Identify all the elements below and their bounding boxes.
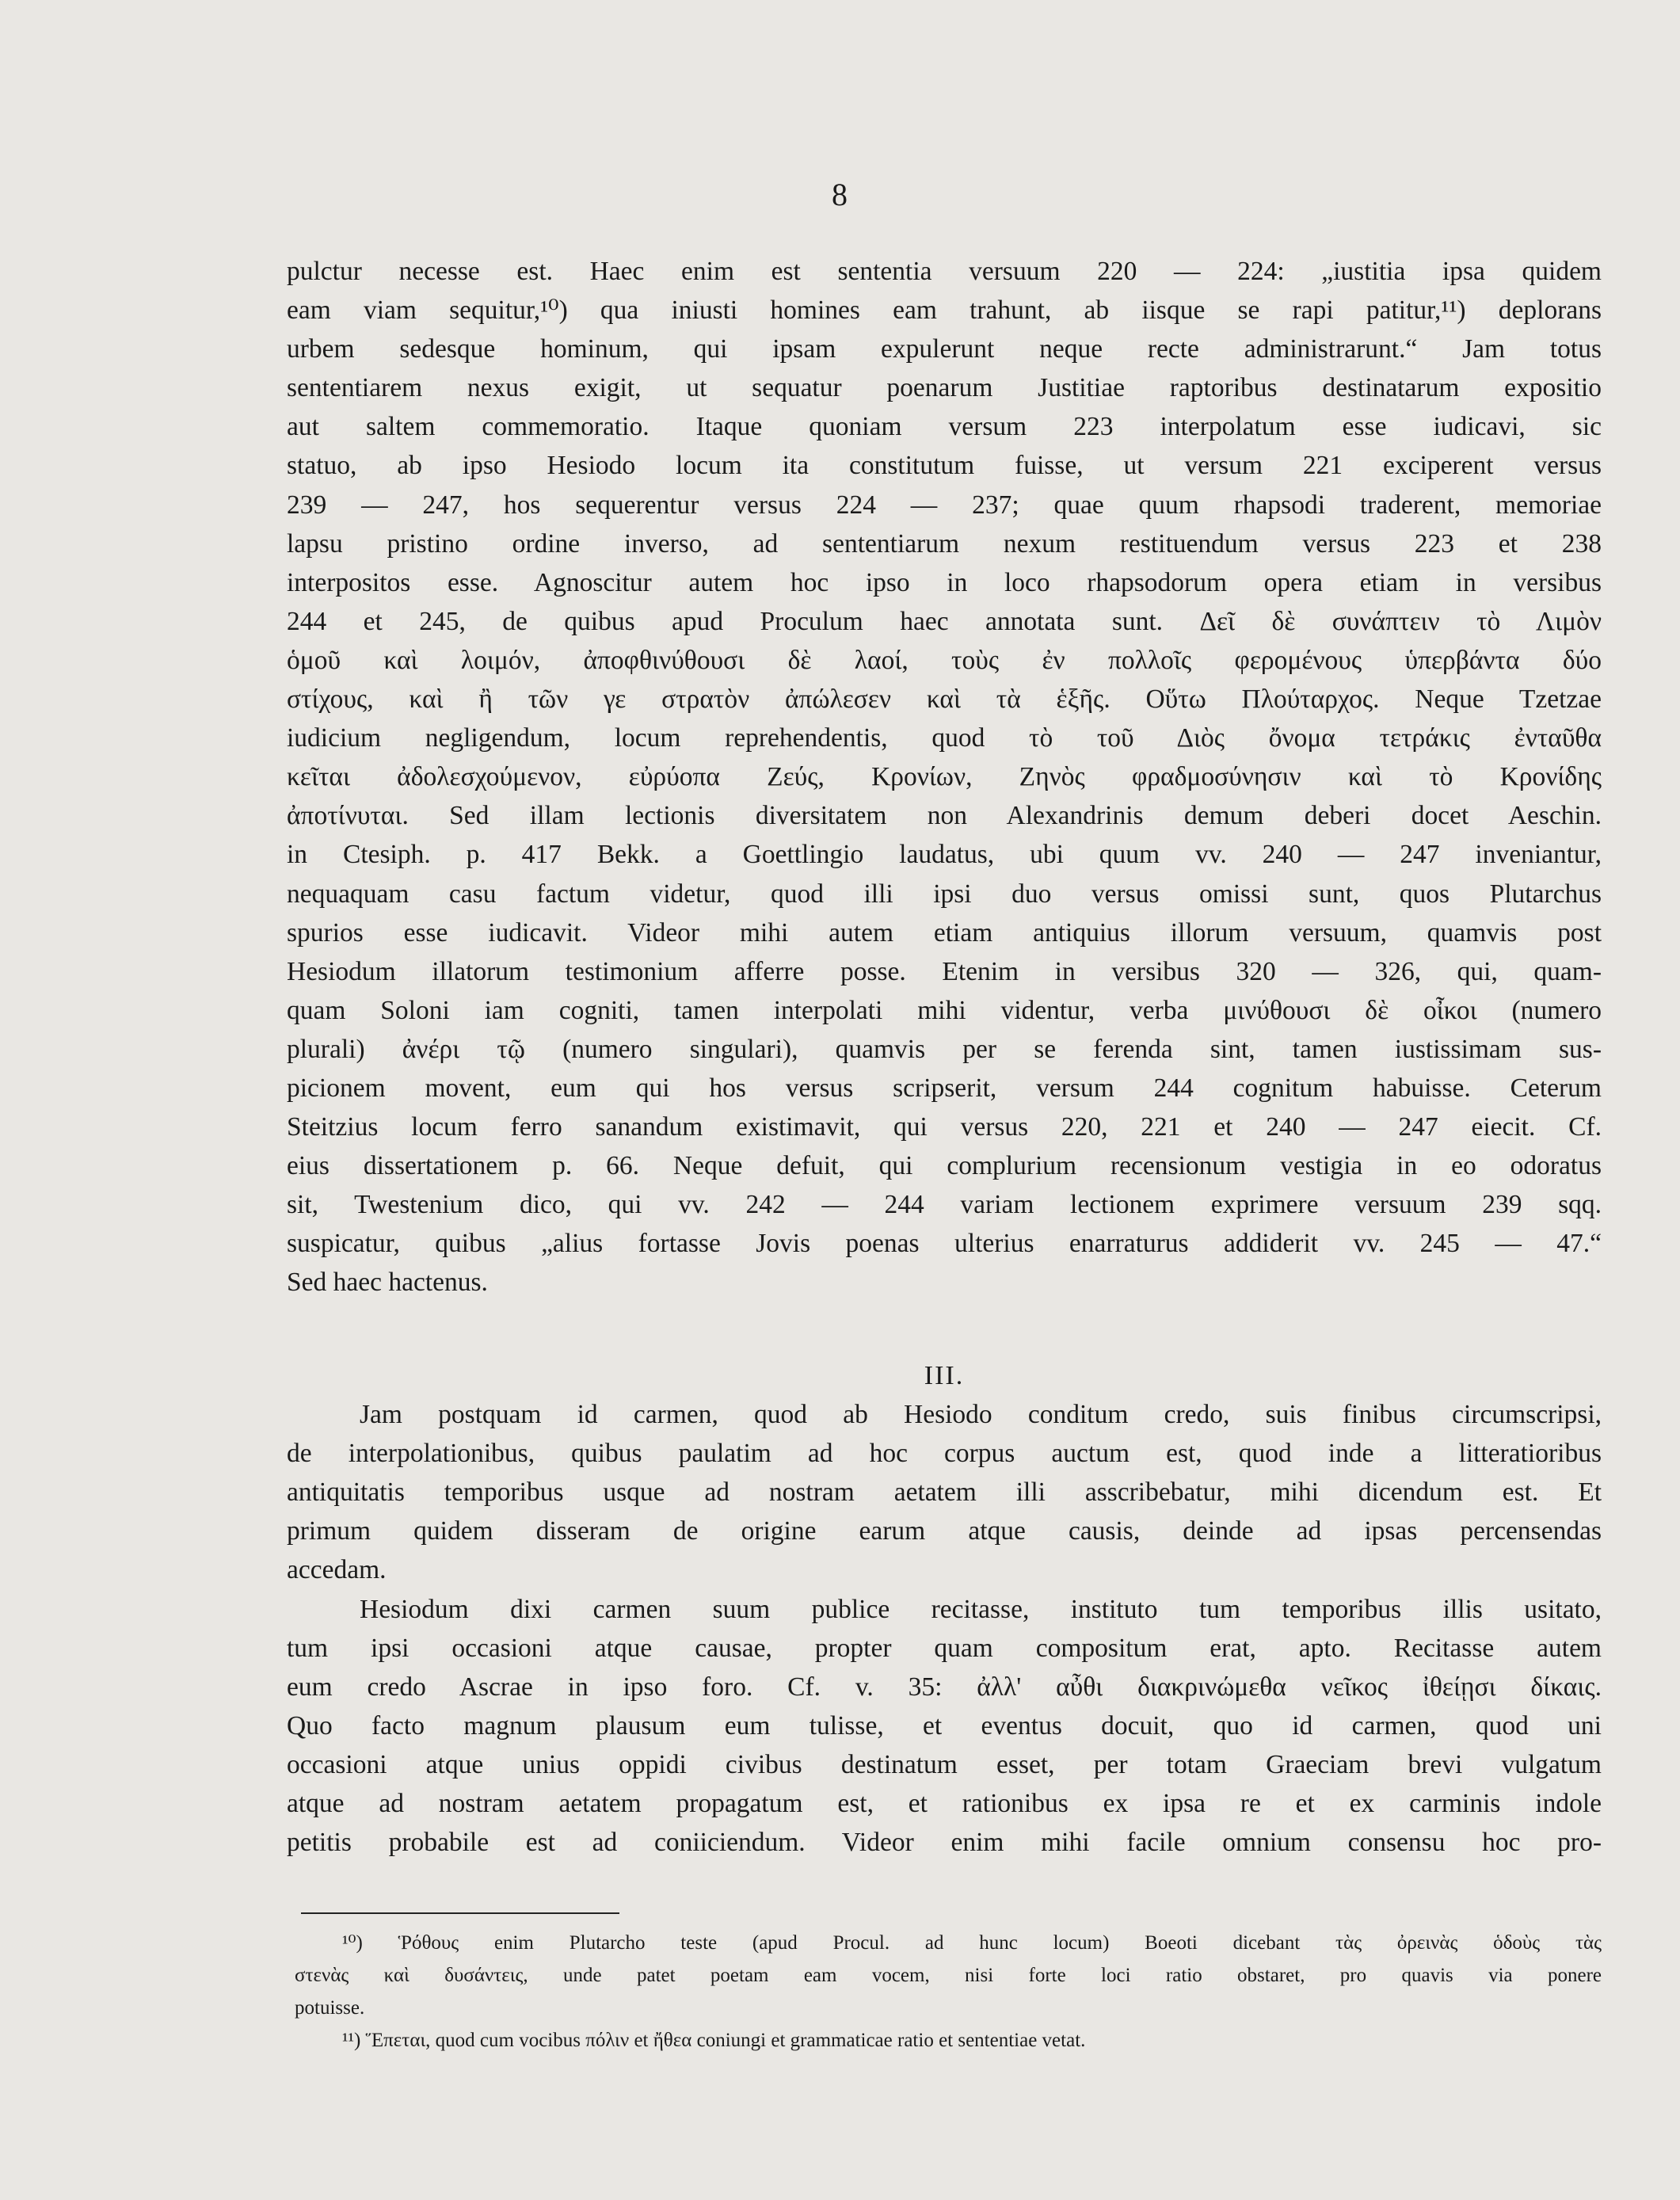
footnote-line: ¹¹) Ἕπεται, quod cum vocibus πόλιν et ἤθεα coniungi et grammaticae ratio et sententiae vetat. <box>342 2030 1086 2051</box>
text-line: κεῖται ἀδολεσχούμενον, εὐρύοπα Ζεύς, Κρονίων, Ζηνὸς φραδμοσύνησιν καὶ τὸ Κρονίδης <box>287 762 1602 792</box>
text-line: atque ad nostram aetatem propagatum est, et rationibus ex ipsa re et ex carminis indole <box>287 1789 1602 1819</box>
text-line: στίχους, καὶ ἢ τῶν γε στρατὸν ἀπώλεσεν καὶ τὰ ἑξῆς. Οὕτω Πλούταρχος. Neque Tzetzae <box>287 684 1602 715</box>
footnote-line: potuisse. <box>295 1997 365 2019</box>
text-line: tum ipsi occasioni atque causae, propter quam compositum erat, apto. Recitasse autem <box>287 1633 1602 1663</box>
footnote-line: στενὰς καὶ δυσάντεις, unde patet poetam eam vocem, nisi forte loci ratio obstaret, pro quavis via ponere <box>295 1965 1602 1986</box>
footnote-line: ¹⁰) Ῥόθους enim Plutarcho teste (apud Procul. ad hunc locum) Boeoti dicebant τὰς ὀρεινὰς ὁδοὺς τὰς <box>342 1932 1602 1954</box>
text-line: occasioni atque unius oppidi civibus destinatum esset, per totam Graeciam brevi vulgatum <box>287 1749 1602 1779</box>
text-line: urbem sedesque hominum, qui ipsam expulerunt neque recte administrarunt.“ Jam totus <box>287 334 1602 364</box>
text-line: plurali) ἀνέρι τῷ (numero singulari), quamvis per se ferenda sint, tamen iustissimam sus- <box>287 1034 1602 1064</box>
text-line: Sed haec hactenus. <box>287 1268 488 1298</box>
text-line: ἀποτίνυται. Sed illam lectionis diversitatem non Alexandrinis demum deberi docet Aeschin. <box>287 801 1602 831</box>
text-line: Steitzius locum ferro sanandum existimavit, qui versus 220, 221 et 240 — 247 eiecit. Cf. <box>287 1112 1602 1142</box>
text-line: eius dissertationem p. 66. Neque defuit, qui complurium recensionum vestigia in eo odoratus <box>287 1151 1602 1181</box>
page-number: 8 <box>832 177 848 212</box>
main-text-block <box>287 252 1602 1302</box>
section-heading: III. <box>924 1361 965 1390</box>
text-line: ὁμοῦ καὶ λοιμόν, ἀποφθινύθουσι δὲ λαοί, τοὺς ἐν πολλοῖς φερομένους ὑπερβάντα δύο <box>287 645 1602 675</box>
footnote-rule <box>301 1912 619 1914</box>
text-line: 239 — 247, hos sequerentur versus 224 — 237; quae quum rhapsodi traderent, memoriae <box>287 490 1602 520</box>
text-line: eam viam sequitur,¹⁰) qua iniusti homines eam trahunt, ab iisque se rapi patitur,¹¹) deplorans <box>287 295 1602 326</box>
text-line: pulctur necesse est. Haec enim est sententia versuum 220 — 224: „iustitia ipsa quidem <box>287 257 1602 286</box>
text-line: spurios esse iudicavit. Videor mihi autem etiam antiquius illorum versuum, quamvis post <box>287 917 1602 947</box>
text-line: lapsu pristino ordine inverso, ad sententiarum nexum restituendum versus 223 et 238 <box>287 528 1602 559</box>
text-line: in Ctesiph. p. 417 Bekk. a Goettlingio laudatus, ubi quum vv. 240 — 247 inveniantur, <box>287 840 1602 870</box>
text-line: antiquitatis temporibus usque ad nostram aetatem illi asscribebatur, mihi dicendum est. Et <box>287 1477 1602 1508</box>
text-line: quam Soloni iam cogniti, tamen interpolati mihi videntur, verba μινύθουσι δὲ οἶκοι (numero <box>287 995 1602 1025</box>
text-line: petitis probabile est ad coniiciendum. Videor enim mihi facile omnium consensu hoc pro- <box>287 1828 1602 1858</box>
text-line: Jam postquam id carmen, quod ab Hesiodo conditum credo, suis finibus circumscripsi, <box>360 1400 1602 1430</box>
text-line: eum credo Ascrae in ipso foro. Cf. v. 35: ἀλλ' αὖθι διακρινώμεθα νεῖκος ἰθείῃσι δίκαις. <box>287 1672 1602 1702</box>
text-line: primum quidem disseram de origine earum atque causis, deinde ad ipsas percensendas <box>287 1516 1602 1546</box>
text-line: 244 et 245, de quibus apud Proculum haec annotata sunt. Δεῖ δὲ συνάπτειν τὸ Λιμὸν <box>287 606 1602 636</box>
text-line: nequaquam casu factum videtur, quod illi ipsi duo versus omissi sunt, quos Plutarchus <box>287 879 1602 909</box>
text-line: suspicatur, quibus „alius fortasse Jovis poenas ulterius enarraturus addiderit vv. 245 — 47.“ <box>287 1229 1602 1259</box>
text-line: aut saltem commemoratio. Itaque quoniam versum 223 interpolatum esse iudicavi, sic <box>287 412 1602 442</box>
text-line: Quo facto magnum plausum eum tulisse, et eventus docuit, quo id carmen, quod uni <box>287 1710 1602 1741</box>
text-line: interpositos esse. Agnoscitur autem hoc ipso in loco rhapsodorum opera etiam in versibus <box>287 567 1602 597</box>
section-iii <box>287 1356 1602 1862</box>
text-line: accedam. <box>287 1555 387 1585</box>
text-line: statuo, ab ipso Hesiodo locum ita constitutum fuisse, ut versum 221 exciperent versus <box>287 451 1602 481</box>
footnotes <box>295 1927 1602 2057</box>
text-line: sententiarem nexus exigit, ut sequatur poenarum Justitiae raptoribus destinatarum expositio <box>287 373 1602 403</box>
text-line: picionem movent, eum qui hos versus scripserit, versum 244 cognitum habuisse. Ceterum <box>287 1073 1602 1103</box>
text-line: Hesiodum dixi carmen suum publice recitasse, instituto tum temporibus illis usitato, <box>360 1594 1602 1624</box>
text-line: iudicium negligendum, locum reprehendentis, quod τὸ τοῦ Διὸς ὄνομα τετράκις ἐνταῦθα <box>287 723 1602 753</box>
text-line: Hesiodum illatorum testimonium afferre posse. Etenim in versibus 320 — 326, qui, quam- <box>287 956 1602 986</box>
text-line: de interpolationibus, quibus paulatim ad hoc corpus auctum est, quod inde a litteratioribus <box>287 1439 1602 1469</box>
text-line: sit, Twestenium dico, qui vv. 242 — 244 variam lectionem exprimere versuum 239 sqq. <box>287 1190 1602 1220</box>
